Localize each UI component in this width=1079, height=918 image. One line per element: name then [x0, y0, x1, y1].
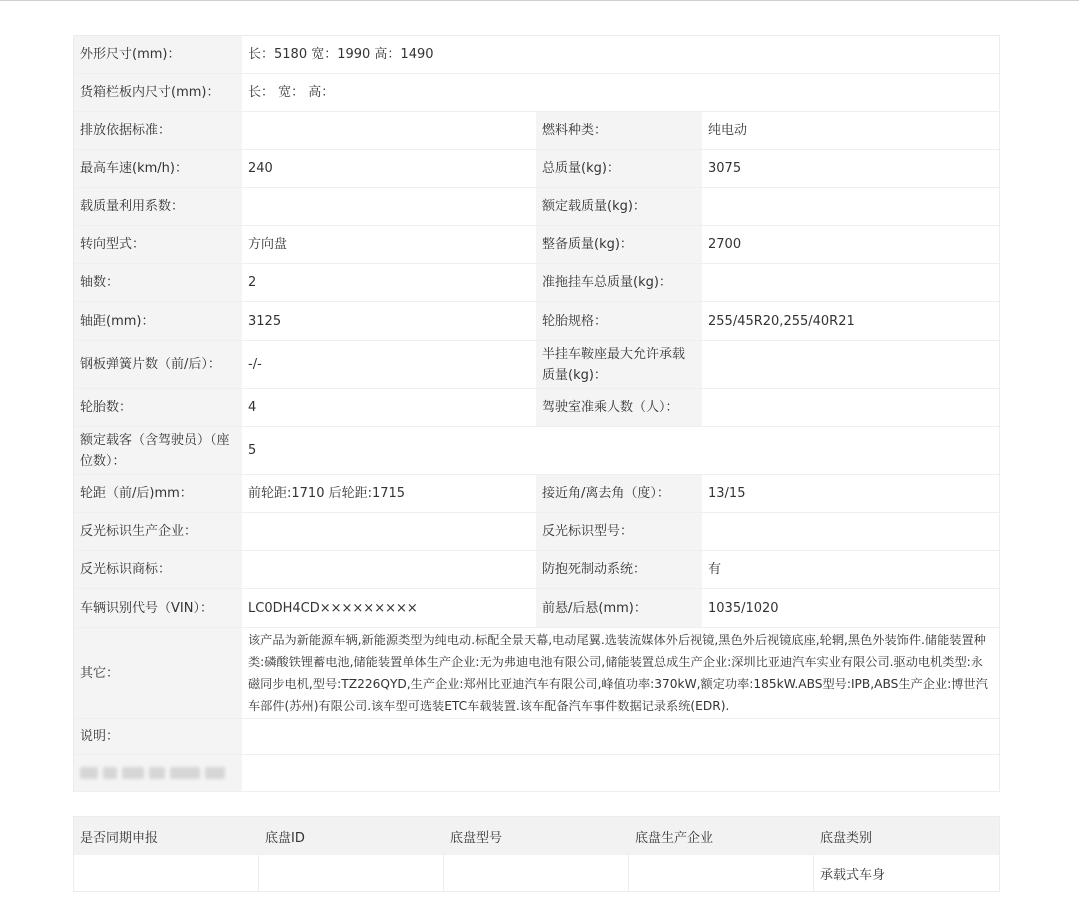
table-row	[74, 36, 999, 74]
top-divider	[0, 0, 1079, 1]
reflector-model-value	[702, 513, 999, 550]
table-row	[74, 589, 999, 628]
tire-count-value: 4	[248, 400, 257, 415]
chassis-header-cell: 底盘型号	[450, 830, 503, 846]
curb-mass-label: 整备质量(kg)：	[536, 226, 702, 263]
table-row	[74, 226, 999, 264]
chassis-header-cell: 底盘ID	[265, 830, 305, 846]
blurred-value	[242, 755, 999, 791]
blurred-label	[74, 755, 242, 791]
other-label: 其它：	[74, 628, 242, 718]
fuel-type-label: 燃料种类：	[536, 112, 702, 149]
table-row	[74, 628, 999, 719]
leaf-spring-label: 钢板弹簧片数（前/后）：	[74, 341, 242, 388]
table-row	[74, 150, 999, 188]
table-row	[74, 513, 999, 551]
track-label: 轮距（前/后)mm：	[74, 475, 242, 512]
note-label: 说明：	[74, 719, 242, 754]
overhang-value: 1035/1020	[708, 600, 779, 616]
table-row	[74, 264, 999, 302]
chassis-header-cell: 底盘生产企业	[635, 830, 714, 846]
wheelbase-label: 轴距(mm)：	[74, 302, 242, 340]
emission-standard-value	[242, 112, 536, 149]
chassis-header-row	[74, 817, 999, 855]
max-speed-value: 240	[248, 161, 273, 176]
steering-label: 转向型式：	[74, 226, 242, 263]
cargo-dimensions-label: 货箱栏板内尺寸(mm)：	[74, 74, 242, 111]
load-coefficient-label: 载质量利用系数：	[74, 188, 242, 225]
rated-load-label: 额定载质量(kg)：	[536, 188, 702, 225]
saddle-load-value	[702, 341, 999, 388]
table-row	[74, 427, 999, 475]
emission-standard-label: 排放依据标准：	[74, 112, 242, 149]
chassis-header-cell: 底盘类别	[820, 830, 873, 846]
chassis-header-cell: 是否同期申报	[80, 830, 159, 846]
reflector-brand-label: 反光标识商标：	[74, 551, 242, 588]
track-value: 前轮距:1710 后轮距:1715	[248, 486, 406, 501]
tire-spec-value: 255/45R20,255/40R21	[708, 313, 855, 329]
table-row	[74, 341, 999, 389]
table-row	[74, 719, 999, 755]
chassis-data-cell	[259, 855, 444, 891]
table-row	[74, 188, 999, 226]
cab-capacity-value	[702, 389, 999, 426]
tire-spec-label: 轮胎规格：	[536, 302, 702, 340]
reflector-company-value	[242, 513, 536, 550]
curb-mass-value: 2700	[708, 237, 742, 252]
approach-angle-value: 13/15	[708, 486, 746, 501]
reflector-company-label: 反光标识生产企业：	[74, 513, 242, 550]
reflector-brand-value	[242, 551, 536, 588]
axles-label: 轴数：	[74, 264, 242, 301]
tire-count-label: 轮胎数：	[74, 389, 242, 426]
cargo-dimensions-value: 长： 宽： 高：	[248, 85, 335, 100]
dimensions-value: 长：5180 宽：1990 高：1490	[248, 47, 434, 62]
table-row	[74, 389, 999, 427]
table-row	[74, 302, 999, 341]
table-row	[74, 551, 999, 589]
chassis-data-row	[74, 855, 999, 891]
steering-value: 方向盘	[248, 237, 288, 252]
table-row	[74, 475, 999, 513]
dimensions-label: 外形尺寸(mm)：	[74, 36, 242, 73]
leaf-spring-value: -/-	[248, 357, 262, 372]
approach-angle-label: 接近角/离去角（度）：	[536, 475, 702, 512]
abs-value: 有	[708, 562, 722, 577]
chassis-data-cell	[629, 855, 814, 891]
other-value: 该产品为新能源车辆,新能源类型为纯电动.标配全景天幕,电动尾翼.选装流媒体外后视镜,黑色外后视镜底座,轮辋,黑色外装饰件.储能装置种类:磷酸铁锂蓄电池,储能装置单体生产企业:无为弗迪电池有限公司,储能装置总成生产企业:深圳比亚迪汽车实业有限公司.驱动电机类型:永磁同步电机,型号:TZ226QYD,生产企业:郑州比亚迪汽车有限公司,峰值功率:370kW,额定功率:185kW.ABS型号:IPB,ABS生产企业:博世汽车部件(苏州)有限公司.该车型可选装ETC车载装置.该车配备汽车事件数据记录系统(EDR).	[248, 633, 988, 713]
vin-label: 车辆识别代号（VIN）：	[74, 589, 242, 627]
chassis-data-cell: 承载式车身	[820, 867, 886, 883]
trailer-mass-label: 准拖挂车总质量(kg)：	[536, 264, 702, 301]
chassis-data-cell	[74, 855, 259, 891]
vin-value: LC0DH4CD×××××××××	[248, 600, 418, 616]
rated-load-value	[702, 188, 999, 225]
fuel-type-value: 纯电动	[708, 123, 748, 138]
reflector-model-label: 反光标识型号：	[536, 513, 702, 550]
seats-value: 5	[248, 443, 257, 458]
blurred-text	[80, 767, 225, 779]
load-coefficient-value	[242, 188, 536, 225]
trailer-mass-value	[702, 264, 999, 301]
total-mass-value: 3075	[708, 161, 742, 176]
axles-value: 2	[248, 275, 257, 290]
wheelbase-value: 3125	[248, 313, 282, 329]
overhang-label: 前悬/后悬(mm)：	[536, 589, 702, 627]
note-value	[242, 719, 999, 754]
seats-label: 额定载客（含驾驶员）（座位数）：	[74, 427, 242, 474]
total-mass-label: 总质量(kg)：	[536, 150, 702, 187]
table-row	[74, 74, 999, 112]
spec-table	[73, 35, 1000, 792]
cab-capacity-label: 驾驶室准乘人数（人）：	[536, 389, 702, 426]
abs-label: 防抱死制动系统：	[536, 551, 702, 588]
table-row	[74, 112, 999, 150]
chassis-data-cell	[444, 855, 629, 891]
table-row	[74, 755, 999, 792]
max-speed-label: 最高车速(km/h)：	[74, 150, 242, 187]
chassis-table	[73, 816, 1000, 892]
saddle-load-label: 半挂车鞍座最大允许承载质量(kg)：	[536, 341, 702, 388]
